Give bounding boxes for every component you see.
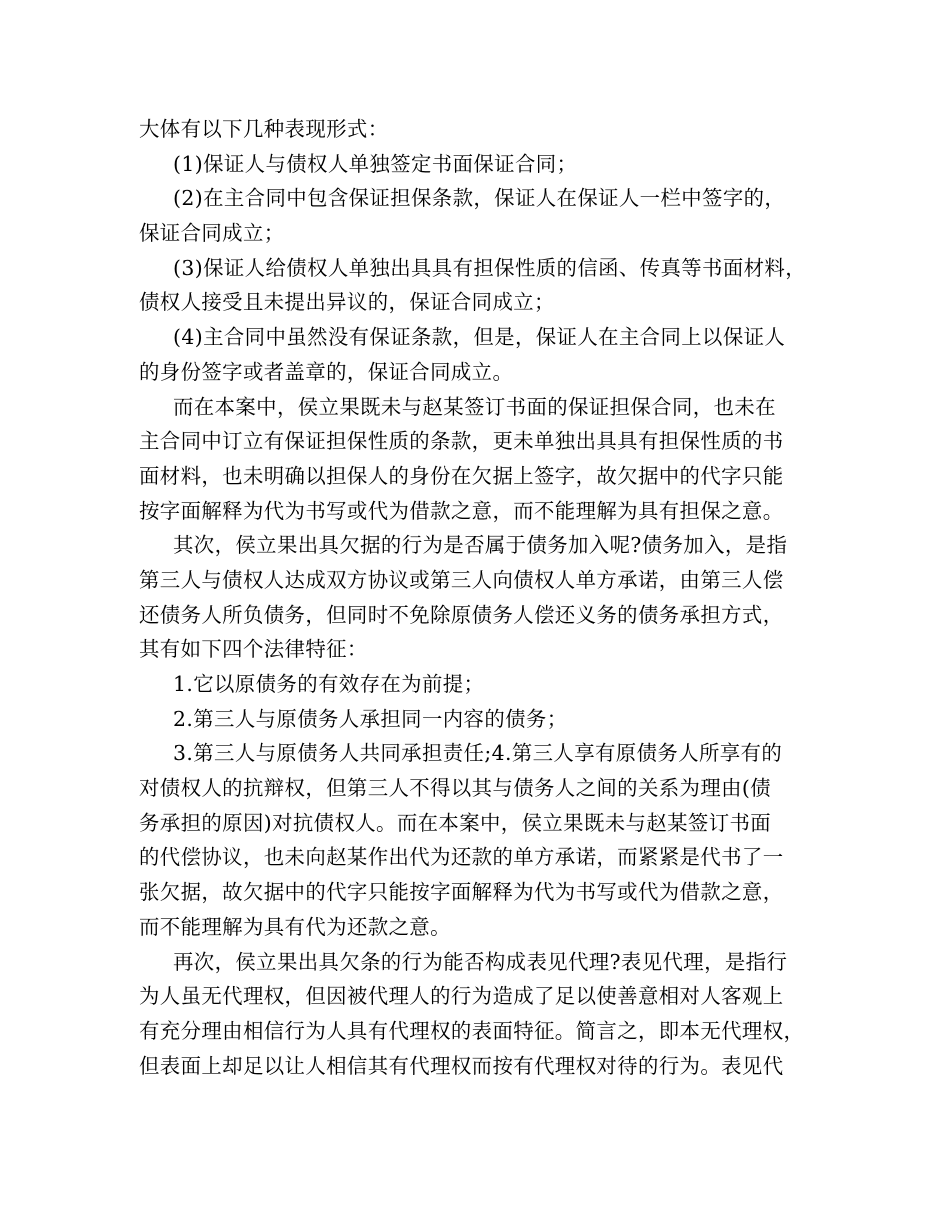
text-line: 为人虽无代理权，但因被代理人的行为造成了足以使善意相对人客观上 [139,984,784,1009]
text-line: 有充分理由相信行为人具有代理权的表面特征。简言之，即本无代理权， [139,1018,805,1043]
text-line: 其有如下四个法律特征： [139,637,368,662]
text-line: 但表面上却足以让人相信其有代理权而按有代理权对待的行为。表见代 [139,1053,784,1078]
text-line: 张欠据，故欠据中的代字只能按字面解释为代为书写或代为借款之意， [139,880,784,905]
text-line: 大体有以下几种表现形式： [139,117,389,141]
text-line: (4)主合同中虽然没有保证条款，但是，保证人在主合同上以保证人 [173,325,786,350]
text-line: 1.它以原债务的有效存在为前提； [173,672,485,696]
text-line: 保证合同成立； [139,221,285,246]
text-line: (1)保证人与债权人单独签定书面保证合同； [173,151,578,176]
text-line: (3)保证人给债权人单独出具具有担保性质的信函、传真等书面材料， [173,255,807,280]
text-line: 而在本案中，侯立果既未与赵某签订书面的保证担保合同，也未在 [173,394,776,419]
text-line: 其次，侯立果出具欠据的行为是否属于债务加入呢?债务加入，是指 [173,533,788,558]
text-line: 2.第三人与原债务人承担同一内容的债务； [173,706,568,731]
document-body [139,112,819,1083]
text-line: 债权人接受且未提出异议的，保证合同成立； [139,290,555,315]
text-line: 对债权人的抗辩权，但第三人不得以其与债务人之间的关系为理由(债 [139,776,772,801]
text-line: 而不能理解为具有代为还款之意。 [139,914,451,939]
text-line: 第三人与债权人达成双方协议或第三人向债权人单方承诺，由第三人偿 [139,567,784,592]
text-line: 再次，侯立果出具欠条的行为能否构成表见代理?表见代理，是指行 [173,949,788,974]
text-line: 面材料，也未明确以担保人的身份在欠据上签字，故欠据中的代字只能 [139,463,784,488]
text-line: 的身份签字或者盖章的，保证合同成立。 [139,359,514,384]
text-line: 务承担的原因)对抗债权人。而在本案中，侯立果既未与赵某签订书面 [139,810,772,835]
text-line: 3.第三人与原债务人共同承担责任;4.第三人享有原债务人所享有的 [173,741,783,766]
text-line: 主合同中订立有保证担保性质的条款，更未单独出具具有担保性质的书 [139,429,784,454]
text-line: 的代偿协议，也未向赵某作出代为还款的单方承诺，而紧紧是代书了一 [139,845,784,870]
text-line: (2)在主合同中包含保证担保条款，保证人在保证人一栏中签字的， [173,186,786,211]
text-line: 按字面解释为代为书写或代为借款之意，而不能理解为具有担保之意。 [139,498,784,523]
text-line: 还债务人所负债务，但同时不免除原债务人偿还义务的债务承担方式， [139,602,784,627]
